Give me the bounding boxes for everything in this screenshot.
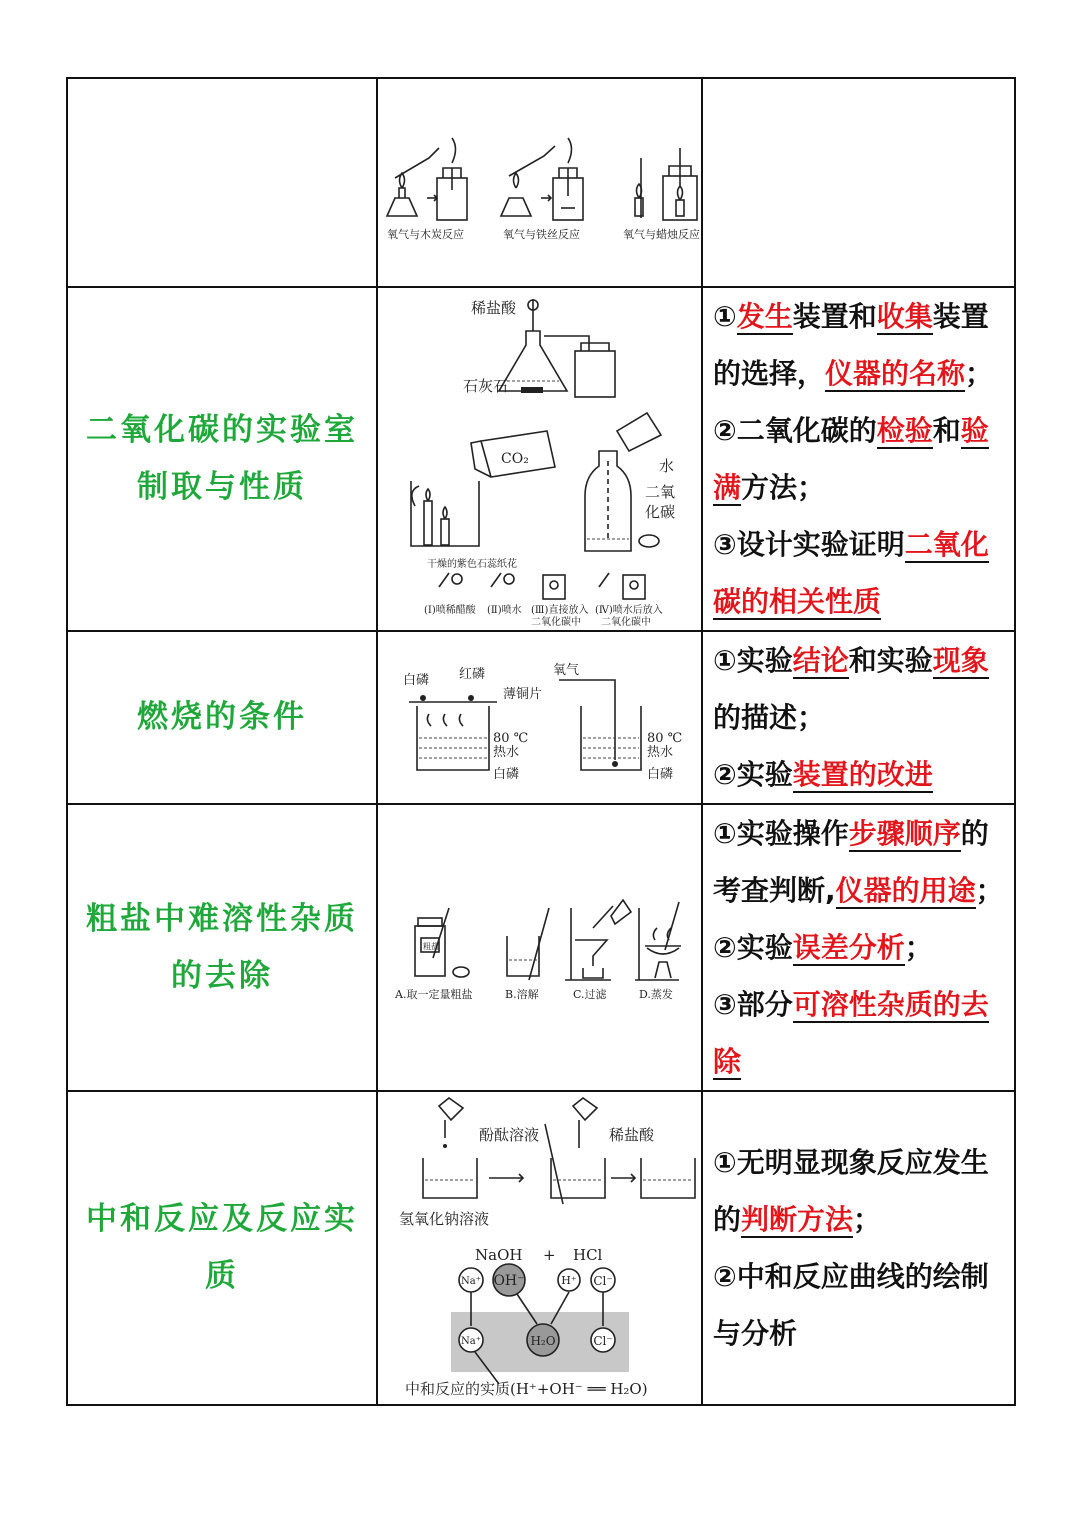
beaker-candles-icon [411, 481, 479, 546]
label: 白磷 [402, 672, 429, 688]
topic-cell [67, 631, 377, 804]
beaker-icon [551, 1158, 605, 1198]
highlight-text: 步骤顺序 [848, 817, 961, 850]
highlight-text: 结论 [792, 644, 849, 677]
label: 红磷 [458, 666, 485, 682]
oxygen-reactions-figure [379, 118, 701, 248]
point-text: ； [975, 874, 1004, 907]
table-row [67, 78, 1015, 287]
point-text: ； [853, 1203, 882, 1236]
key-points-cell [702, 287, 1015, 631]
point-line [713, 919, 1004, 976]
table-row [67, 287, 1015, 631]
neutralization-figure [379, 1094, 701, 1402]
point-text: ； [965, 357, 994, 390]
point-line [713, 862, 1004, 919]
ion-label: Na⁺ [460, 1276, 481, 1287]
highlight-text: 误差分析 [792, 931, 905, 964]
topic-line: 二氧化碳的实验室 [86, 412, 358, 448]
point-line [713, 459, 1004, 516]
point-line [713, 746, 1004, 803]
caption: (Ⅰ)喷稀醋酸 [423, 605, 476, 616]
point-text: 的 [713, 1203, 742, 1236]
candle-icon [635, 158, 643, 218]
caption: 氧气与蜡烛反应 [622, 227, 700, 241]
ion-label: Cl⁻ [592, 1334, 613, 1348]
point-text: ②二氧化碳的 [713, 414, 877, 447]
label: 粗盐 [422, 941, 439, 951]
point-text: ③部分 [713, 988, 793, 1021]
label: 80 ℃ [646, 730, 682, 746]
beaker-icon [641, 1158, 695, 1198]
label: 氧气 [552, 662, 579, 678]
label: 薄铜片 [502, 686, 542, 702]
label: 热水 [492, 744, 519, 760]
label: 水 [658, 457, 674, 475]
highlight-text: 除 [713, 1045, 742, 1078]
gas-bottle-icon [437, 138, 467, 220]
figure-cell [377, 631, 702, 804]
tongs-icon [395, 148, 439, 178]
point-line [713, 1191, 1004, 1248]
point-text: 的描述； [713, 701, 826, 734]
point-line [713, 1248, 1004, 1305]
figure-cell [377, 1091, 702, 1405]
point-line [713, 516, 1004, 573]
topic-cell [67, 804, 377, 1091]
highlight-text: 收集 [876, 300, 933, 333]
point-text: ②中和反应曲线的绘制 [713, 1260, 989, 1293]
point-line [713, 1134, 1004, 1191]
topic-line: 制取与性质 [137, 469, 307, 505]
figure-cell [377, 804, 702, 1091]
highlight-text: 满 [713, 471, 742, 504]
bottle-cap-icon [639, 535, 659, 547]
tongs-icon [509, 146, 555, 176]
caption: 氧气与木炭反应 [386, 227, 464, 241]
label: HCl [572, 1246, 602, 1264]
ion-label: Cl⁻ [592, 1274, 613, 1288]
beaker-icon [559, 680, 641, 770]
caption: 二氧化碳中 [600, 617, 651, 627]
highlight-text: 碳的相关性质 [713, 585, 882, 618]
caption: B.溶解 [504, 987, 539, 1001]
highlight-text: 发生 [736, 300, 793, 333]
highlight-text: 验 [960, 414, 989, 447]
label: + [542, 1246, 556, 1264]
point-line [713, 402, 1004, 459]
ion-label: Na⁺ [460, 1336, 481, 1347]
dropper-icon [439, 1098, 463, 1148]
topic-line: 质 [205, 1258, 239, 1294]
point-line [713, 976, 1004, 1033]
highlight-text: 现象 [932, 644, 989, 677]
alcohol-lamp-icon [501, 173, 531, 216]
label: CO₂ [500, 451, 529, 467]
caption: (Ⅳ)喷水后放入 [594, 605, 663, 616]
label: 稀盐酸 [470, 299, 516, 317]
topic-line: 燃烧的条件 [137, 699, 307, 735]
point-text: ①无明显现象反应发生 [713, 1146, 989, 1179]
highlight-text: 可溶性杂质的去 [792, 988, 989, 1021]
plastic-bottle-icon [585, 413, 661, 551]
highlight-text: 仪器的用途 [835, 874, 976, 907]
ion-label: OH⁻ [492, 1273, 525, 1289]
point-text: ； [904, 931, 933, 964]
point-line [713, 632, 1004, 689]
highlight-text: 判断方法 [741, 1203, 854, 1236]
label: 石灰石 [462, 377, 508, 395]
label: NaOH [474, 1246, 522, 1264]
label: 化碳 [644, 503, 675, 521]
label: 热水 [646, 744, 673, 760]
point-line [713, 1305, 1004, 1362]
filter-stand-icon [565, 900, 631, 980]
gas-jar-icon [575, 343, 615, 397]
figure-cell [377, 287, 702, 631]
caption: 氧气与铁丝反应 [502, 227, 580, 241]
label: 稀盐酸 [608, 1126, 654, 1144]
highlight-text: 二氧化 [904, 528, 989, 561]
label: 白磷 [492, 766, 519, 782]
key-points-cell [702, 804, 1015, 1091]
ion-label: H₂O [529, 1334, 556, 1348]
highlight-text: 装置的改进 [792, 758, 933, 791]
point-text: 装置和 [792, 300, 877, 333]
caption: C.过滤 [572, 987, 607, 1001]
point-text: ②实验 [713, 758, 793, 791]
table-row [67, 804, 1015, 1091]
point-text: ① [713, 300, 737, 333]
highlight-text: 检验 [876, 414, 933, 447]
table-row [67, 1091, 1015, 1405]
point-line [713, 573, 1004, 630]
ion-label: H⁺ [560, 1274, 577, 1287]
point-text: ③设计实验证明 [713, 528, 905, 561]
gas-bottle-icon [663, 148, 697, 220]
caption: 中和反应的实质(H⁺+OH⁻ ══ H₂O) [404, 1380, 648, 1398]
alcohol-lamp-icon [387, 173, 417, 216]
topic-cell [67, 287, 377, 631]
point-text: 方法； [741, 471, 826, 504]
label: 氢氧化钠溶液 [398, 1210, 489, 1228]
beaker-icon [507, 908, 549, 980]
topic-line: 粗盐中难溶性杂质 [86, 900, 358, 937]
label: 80 ℃ [492, 730, 528, 746]
point-text: 装置 [932, 300, 989, 333]
label: 酚酞溶液 [478, 1126, 539, 1144]
caption: A.取一定量粗盐 [394, 987, 472, 1001]
point-line [713, 345, 1004, 402]
topic-cell [67, 1091, 377, 1405]
key-points-cell [702, 631, 1015, 804]
label: 白磷 [646, 766, 673, 782]
point-text: ①实验 [713, 644, 793, 677]
point-line [713, 805, 1004, 862]
point-line [713, 689, 1004, 746]
topic-line: 的去除 [171, 957, 273, 994]
label: 干燥的紫色石蕊纸花 [426, 559, 517, 570]
point-line [713, 288, 1004, 345]
point-text: 的 [960, 817, 989, 850]
salt-purification-figure [379, 888, 701, 1008]
litmus-flowers-icon [439, 573, 645, 599]
caption: (Ⅱ)喷水 [486, 605, 522, 616]
beaker-icon [423, 1158, 477, 1198]
point-text: 考查判断, [713, 874, 836, 907]
caption: 二氧化碳中 [530, 617, 581, 627]
combustion-figure [379, 648, 701, 788]
topic-cell [67, 78, 377, 287]
caption: (Ⅲ)直接放入 [530, 605, 588, 616]
figure-cell [377, 78, 702, 287]
dropper-icon [545, 1098, 597, 1204]
point-text: 和实验 [848, 644, 933, 677]
point-text: 和 [932, 414, 961, 447]
beaker-icon [409, 695, 497, 770]
topic-line: 中和反应及反应实 [86, 1201, 358, 1237]
key-points-cell [702, 78, 1015, 287]
gas-bottle-icon [553, 138, 583, 220]
point-line [713, 1033, 1004, 1090]
evaporation-stand-icon [635, 902, 681, 980]
key-points-cell [702, 1091, 1015, 1405]
highlight-text: 仪器的名称 [825, 357, 966, 390]
caption: D.蒸发 [638, 987, 673, 1001]
point-text: ①实验操作 [713, 817, 849, 850]
point-text: ②实验 [713, 931, 793, 964]
point-text: 的选择， [713, 357, 826, 390]
table-row [67, 631, 1015, 804]
point-text: 与分析 [713, 1317, 798, 1350]
experiment-table [66, 77, 1016, 1406]
label: 二氧 [644, 483, 675, 501]
co2-preparation-figure [379, 291, 701, 627]
